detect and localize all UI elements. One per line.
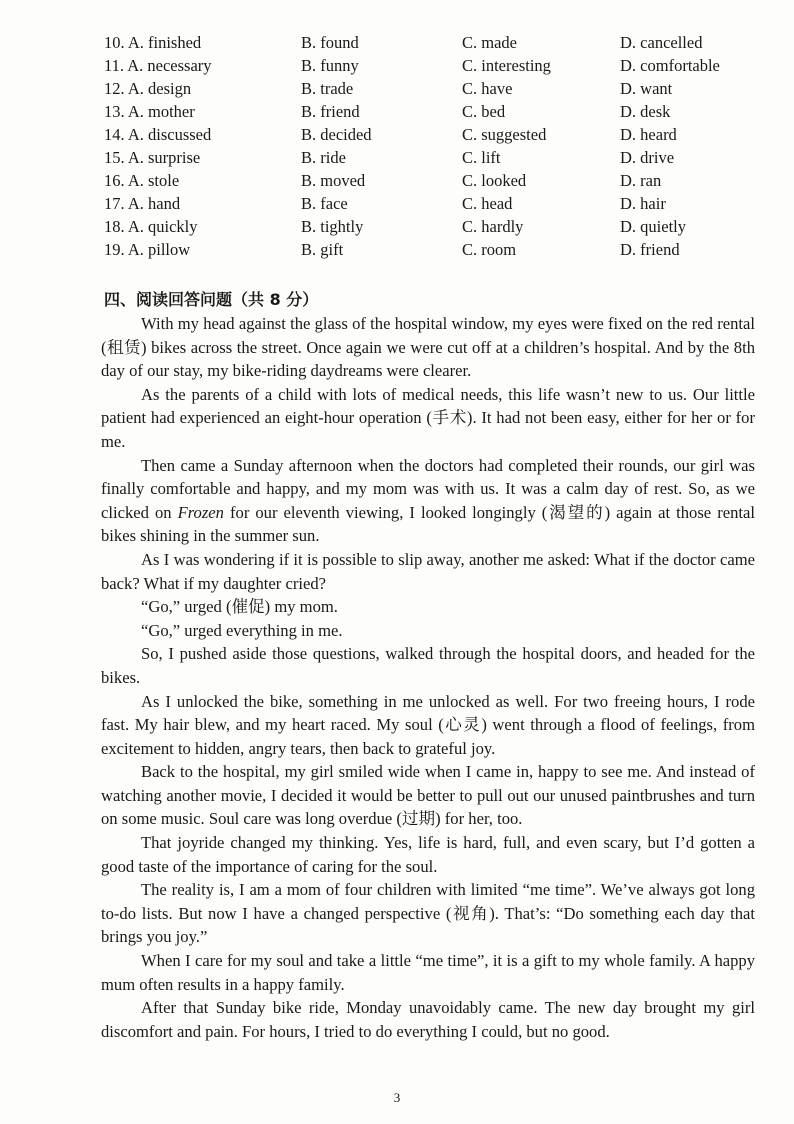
option-row-12 [104, 77, 764, 100]
option-c: C. head [462, 193, 513, 213]
option-b: B. funny [301, 55, 359, 75]
option-b: B. decided [301, 124, 372, 144]
option-d: D. desk [620, 101, 671, 121]
movie-title: Frozen [177, 502, 224, 522]
option-c: C. hardly [462, 216, 524, 236]
option-row-18 [104, 215, 764, 238]
option-row-14 [104, 123, 764, 146]
option-a: 13. A. mother [104, 101, 195, 121]
option-d: D. want [620, 78, 673, 98]
option-b: B. gift [301, 239, 344, 259]
option-b: B. trade [301, 78, 354, 98]
option-c: C. suggested [462, 124, 547, 144]
option-d: D. drive [620, 147, 675, 167]
option-c: C. have [462, 78, 513, 98]
paragraph: After that Sunday bike ride, Monday unavoidably came. The new day brought my girl discomfort and pain. For hours, I tried to do everything I could, but no good. [101, 998, 755, 1041]
option-d: D. comfortable [620, 55, 720, 75]
option-row-10 [104, 31, 764, 54]
option-row-13 [104, 100, 764, 123]
option-b: B. face [301, 193, 348, 213]
option-d: D. hair [620, 193, 666, 213]
paragraph: Back to the hospital, my girl smiled wide when I came in, happy to see me. And instead of watching another movie, I decided it would be better to pull out our unused paintbrushes and turn on some music. Soul care was long overdue (过期) for her, too. [101, 762, 755, 829]
paragraph: So, I pushed aside those questions, walked through the hospital doors, and headed for the bikes. [101, 644, 755, 687]
option-a: 18. A. quickly [104, 216, 198, 236]
option-d: D. quietly [620, 216, 686, 236]
option-a: 14. A. discussed [104, 124, 212, 144]
paragraph: When I care for my soul and take a little “me time”, it is a gift to my whole family. A happy mum often results in a happy family. [101, 951, 755, 994]
option-c: C. looked [462, 170, 527, 190]
option-c: C. lift [462, 147, 501, 167]
paragraph: As the parents of a child with lots of medical needs, this life wasn’t new to us. Our little patient had experienced an eight-hour operation (手术). It had not been easy, either for her or for me. [101, 384, 755, 451]
option-row-15 [104, 146, 764, 169]
option-d: D. friend [620, 239, 680, 259]
option-d: D. heard [620, 124, 677, 144]
option-row-16 [104, 169, 764, 192]
option-c: C. made [462, 32, 517, 52]
option-b: B. found [301, 32, 359, 52]
option-a: 10. A. finished [104, 32, 202, 52]
option-row-17 [104, 192, 764, 215]
option-a: 17. A. hand [104, 193, 181, 213]
paragraph: Then came a Sunday afternoon when the doctors had completed their rounds, our girl was finally comfortable and happy, and my mom was with us. It was a calm day of rest. So, as we clicked on Frozen for our eleventh viewing, I looked longingly (渴望的) again at those rental bikes shining in the summer sun. [101, 455, 755, 546]
paragraph: As I unlocked the bike, something in me unlocked as well. For two freeing hours, I rode fast. My hair blew, and my heart raced. My soul (心灵) went through a flood of feelings, from excitement to hidden, angry tears, then back to grateful joy. [101, 691, 755, 758]
option-a: 16. A. stole [104, 170, 180, 190]
paragraph: “Go,” urged (催促) my mom. [141, 597, 338, 617]
option-a: 12. A. design [104, 78, 192, 98]
section-heading: 四、阅读回答问题（共 8 分） [104, 290, 319, 309]
option-c: C. interesting [462, 55, 551, 75]
option-row-11 [104, 54, 764, 77]
option-b: B. friend [301, 101, 360, 121]
option-c: C. bed [462, 101, 506, 121]
option-row-19 [104, 238, 764, 261]
option-c: C. room [462, 239, 517, 259]
answer-options-table [104, 31, 764, 261]
option-b: B. moved [301, 170, 366, 190]
option-a: 11. A. necessary [104, 55, 212, 75]
paragraph: As I was wondering if it is possible to slip away, another me asked: What if the doctor came back? What if my daughter cried? [101, 549, 755, 593]
paragraph: “Go,” urged everything in me. [141, 620, 343, 640]
option-d: D. cancelled [620, 32, 703, 52]
reading-passage [101, 312, 755, 1043]
option-b: B. ride [301, 147, 346, 167]
paragraph: With my head against the glass of the hospital window, my eyes were fixed on the red rental (租赁) bikes across the street. Once again we were cut off at a children’s hospital. And by the 8th day of our stay, my bike-riding daydreams were clearer. [101, 314, 755, 381]
paragraph: The reality is, I am a mom of four children with limited “me time”. We’ve always got long to-do lists. But now I have a changed perspective (视角). That’s: “Do something each day that brings you joy.” [101, 880, 755, 947]
option-d: D. ran [620, 170, 662, 190]
paragraph: That joyride changed my thinking. Yes, life is hard, full, and even scary, but I’d gotten a good taste of the importance of caring for the soul. [101, 833, 755, 876]
option-b: B. tightly [301, 216, 364, 236]
option-a: 19. A. pillow [104, 239, 191, 259]
option-a: 15. A. surprise [104, 147, 201, 167]
page-number: 3 [393, 1090, 401, 1105]
